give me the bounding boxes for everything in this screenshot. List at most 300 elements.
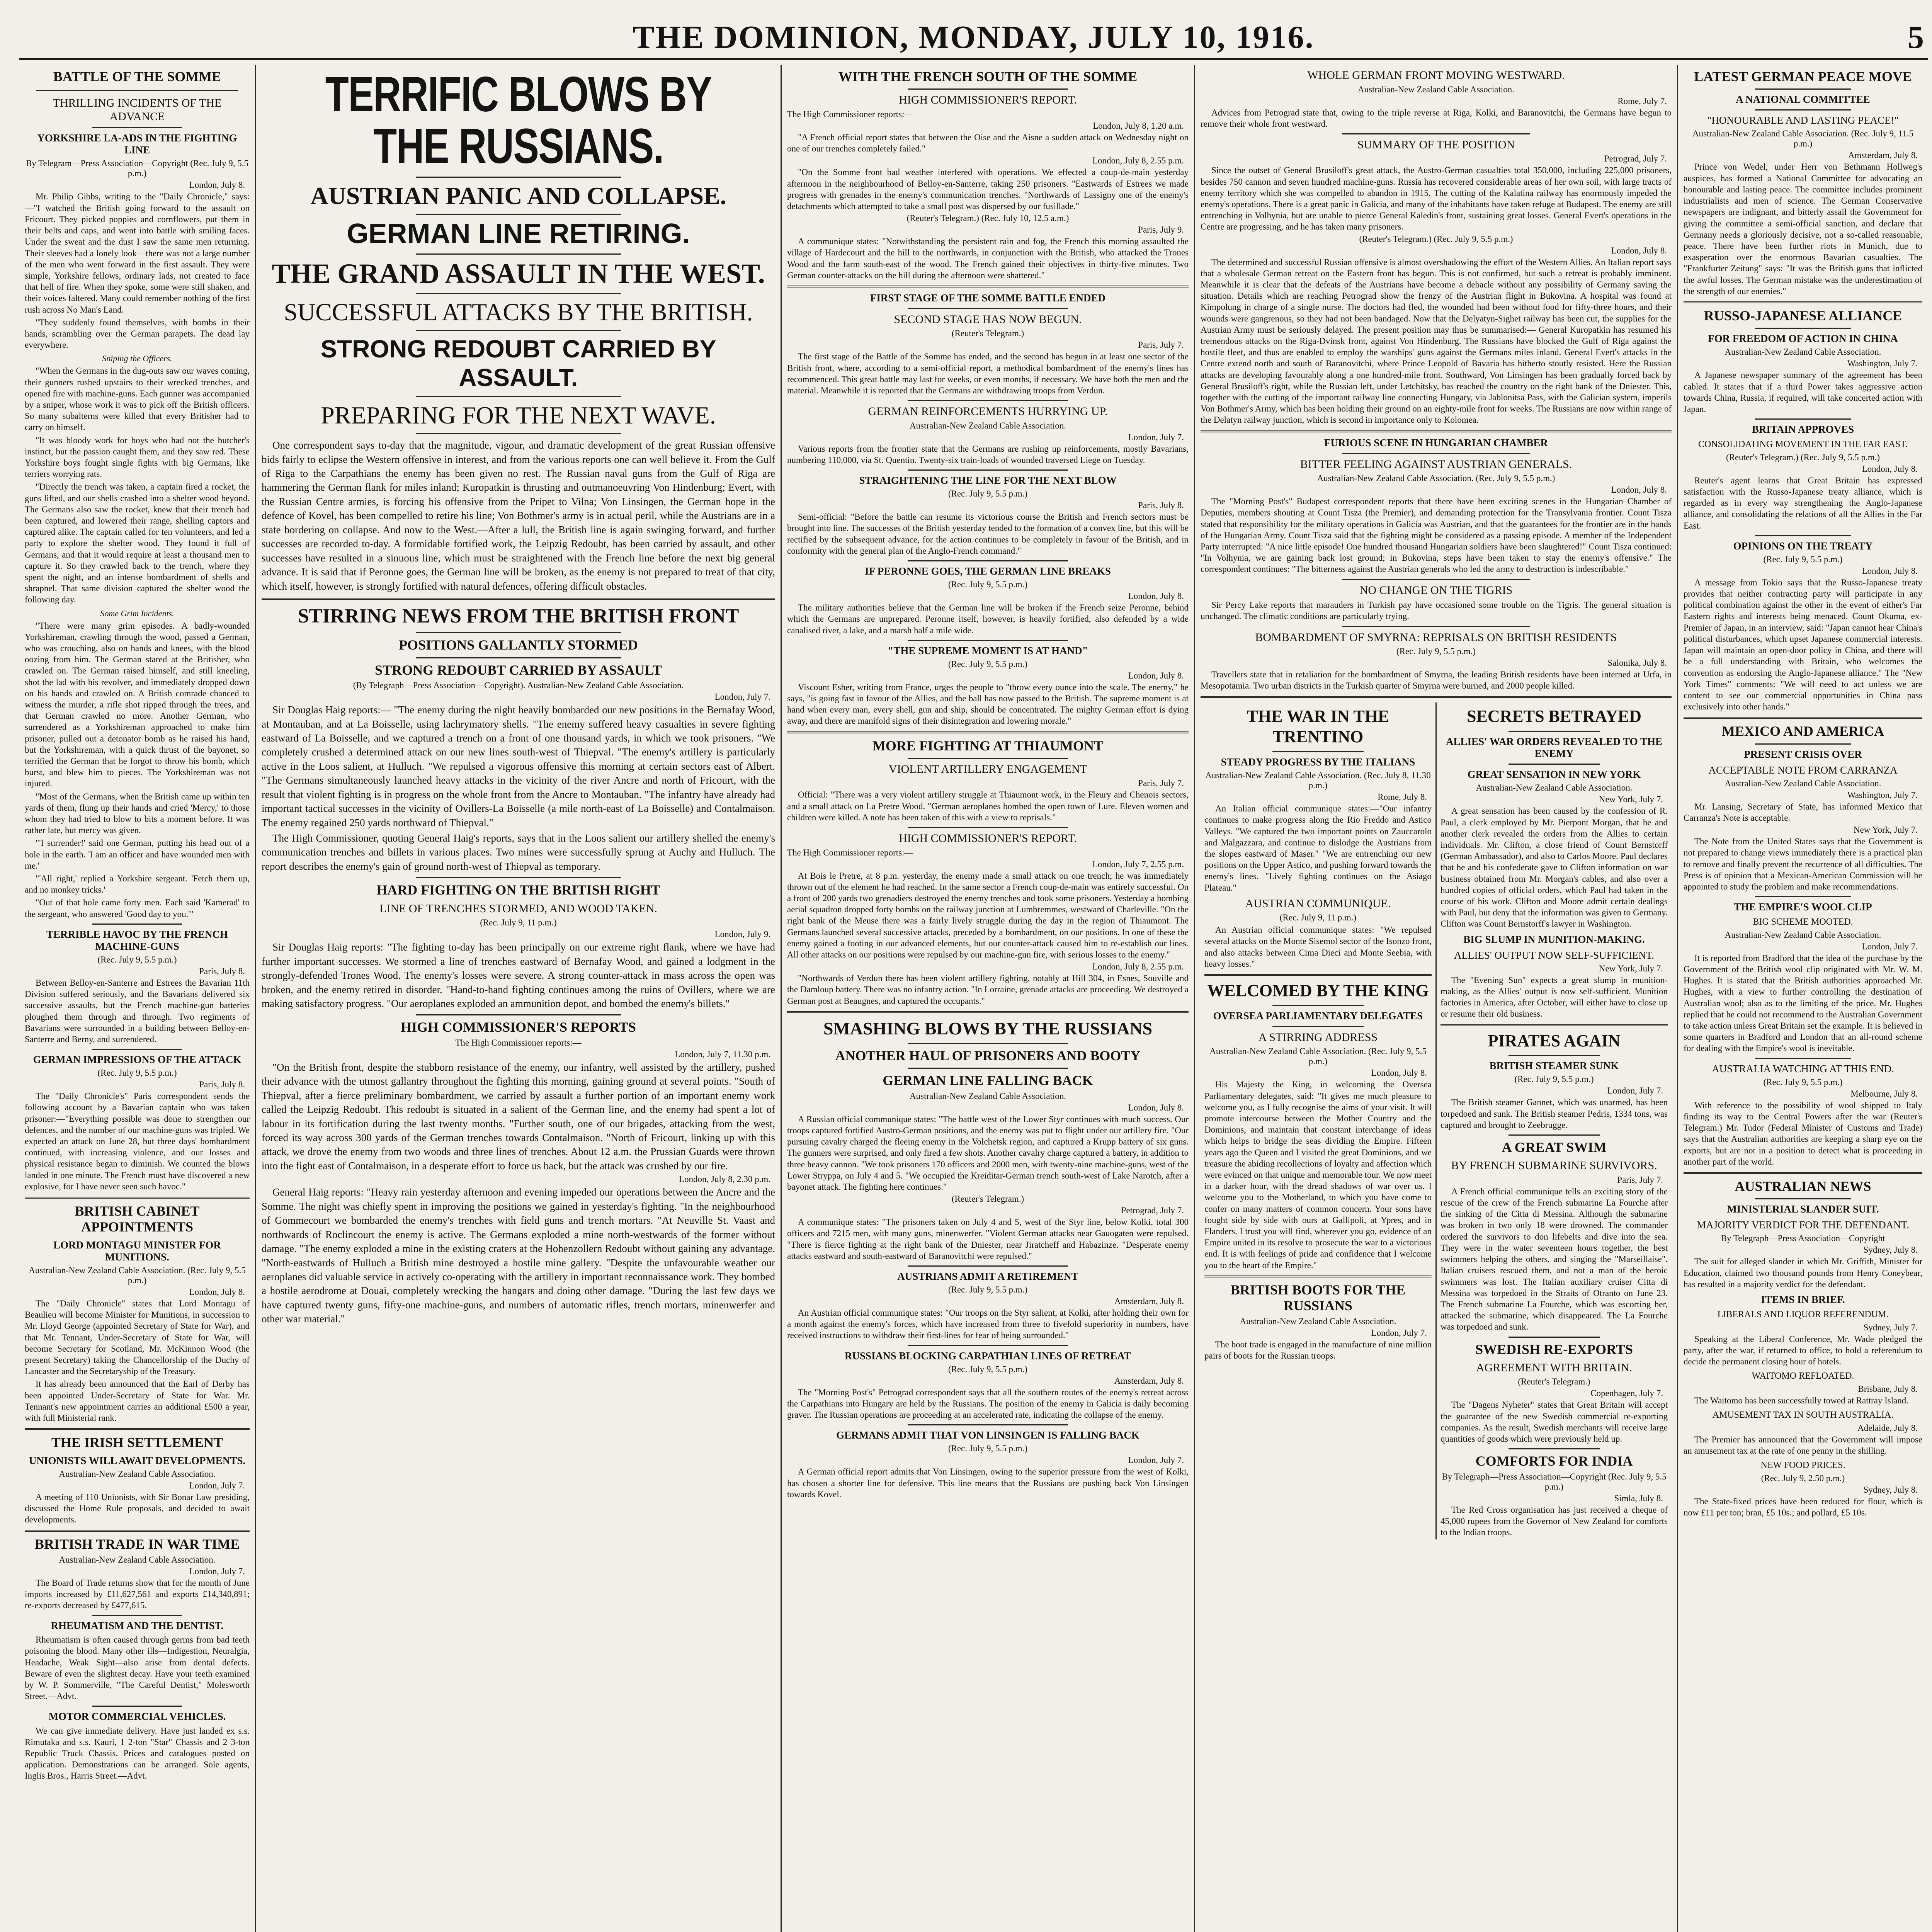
- dateline: Amsterdam, July 8.: [1848, 150, 1918, 160]
- article-paragraph: The "Morning Post's" Budapest correspondent reports that there have been exciting scenes in the Hungarian Chamber of Deputies, members shouting at Count Tisza (the Premier), and demanding protection for the Transylvania frontier. Count Tisza stated that responsibility for the military operations in Galicia was Austrian, and that the guarantees for the frontier are in the hands of the Hungarian Army. Count Tisza said that the fighting might be considered as a passing episode. A member of the Independent Party interrupted: "A nice little episode! One hundred thousand Hungarian soldiers have been slaughtered!" Count Tisza continued: "In Volhynia, we are gaining back lost ground; in Bukovina, steps have been taken to stay the enemy's offensive." The correspondent continues: "The bitterness against the Austrian generals who led the army to destruction is indescribable.": [1201, 497, 1672, 574]
- article-paragraph: The suit for alleged slander in which Mr. Griffith, Minister for Education, claimed two thousand pounds from Henry Coneybear, has resulted in a majority verdict for the defendant.: [1684, 1257, 1922, 1289]
- dateline: Amsterdam, July 8.: [1114, 1376, 1184, 1386]
- column-5: [1677, 65, 1928, 1932]
- article-paragraph: "Directly the trench was taken, a captain fired a rocket, the guns lifted, and our shells crashed into a shelter wood beyond. The Germans also saw the rocket, knew that their trench had been captured, and lowered their range, shelling captors and captured alike. The captain called for ten volunteers, and led a party to explore the shelter wood. They found it full of Germans, and that it would require at least a thousand men to capture it. So they crawled back to the trench, where they spent the night, and an intense bombardment of shells and shrapnel. That same division captured the shelter wood the following day.: [25, 482, 250, 605]
- subheadline: GREAT SENSATION IN NEW YORK: [1467, 769, 1641, 781]
- dateline: London, July 8.: [1128, 1102, 1184, 1112]
- credit-line: (Rec. July 9, 5.5 p.m.): [948, 1364, 1028, 1374]
- divider: [1755, 896, 1850, 897]
- dateline: London, July 7.: [1371, 1328, 1427, 1338]
- headline: AUSTRALIAN NEWS: [1735, 1178, 1871, 1194]
- article-paragraph: Sir Percy Lake reports that marauders in Turkish pay have occasioned some trouble on the Tigris. The general situation is unchanged. The climatic conditions are particularly trying.: [1201, 600, 1672, 621]
- divider: [908, 758, 1068, 759]
- headline: BOMBARDMENT OF SMYRNA: REPRISALS ON BRITISH RESIDENTS: [1255, 631, 1617, 644]
- article-paragraph: "'All right,' replied a Yorkshire sergeant. 'Fetch them up, and no monkey tricks.': [25, 874, 250, 895]
- headline: WELCOMED BY THE KING: [1207, 981, 1429, 1000]
- headline: BRITISH BOOTS FOR THE RUSSIANS: [1230, 1282, 1406, 1314]
- article-paragraph: A German official report admits that Von Linsingen, owing to the superior pressure from the west of Kolki, has chosen a shorter line for defensive. This line means that the Russians are pushing back Von Linsingen towards Kovel.: [787, 1467, 1189, 1499]
- article-paragraph: The Note from the United States says that the Government is not prepared to change views immediately there is a practical plan to remove and finally prevent the recurrence of all difficulties. The Press is of opinion that a Mexican-American Commission will be appointed to study the problem and make recommendations.: [1684, 837, 1922, 892]
- credit-line: (Rec. July 9, 5.5 p.m.): [97, 954, 177, 964]
- article-paragraph: Mr. Lansing, Secretary of State, has informed Mexico that Carranza's Note is acceptable.: [1684, 801, 1922, 823]
- headline-deck: THE GRAND ASSAULT IN THE WEST.: [272, 258, 765, 289]
- article-paragraph: "Out of that hole came forty men. Each said 'Kamerad' to the sergeant, who answered 'Good day to you.'": [25, 898, 250, 919]
- section-subhead: Some Grim Incidents.: [100, 608, 174, 618]
- article-paragraph: The High Commissioner, quoting General Haig's reports, says that in the Loos salient our artillery shelled the enemy's communication trenches and billets in various places. Two mines were successfully sprung at Auchy and Hulluch. The report describes the enemy's gain of ground north-west of Thiepval as temporary.: [262, 832, 775, 872]
- subheadline: "HONOURABLE AND LASTING PEACE!": [1707, 114, 1899, 126]
- article-paragraph: Prince von Wedel, under Herr von Bethmann Hollweg's auspices, has formed a National Committee for advocating an honourable and lasting peace. The committee includes prominent industrialists and men of science. The German Conservative newspapers are indignant, and bitterly assail the Government for giving the committee a semi-official sanction, and declare that Germany needs a gloriously decisive, not a so-called reasonable, peace. There have been further riots in Munich, due to exasperation over the enormous Bavarian casualties. The "Frankfurter Zeitung" says: "It was the British guns that inflicted the awful losses. The German mistake was the underestimation of the strength of our enemies.": [1684, 162, 1922, 296]
- dateline: Washington, July 7.: [1847, 359, 1918, 369]
- credit-line: Australian-New Zealand Cable Association.: [1725, 778, 1881, 788]
- article-paragraph: The "Daily Chronicle" states that Lord Montagu of Beaulieu will become Minister for Munitions, in succession to Mr. Lloyd George (appointed Secretary of State for War), and that Mr. Tennant, Under-Secretary of State for War, will become Secretary for Scotland, Mr. McKinnon Wood (the present Secretary) taking the Chancellorship of the Duchy of Lancaster and the Secretaryship of the Treasury.: [25, 1298, 250, 1376]
- subheadline: LINE OF TRENCHES STORMED, AND WOOD TAKEN.: [379, 902, 657, 915]
- article-paragraph: Sir Douglas Haig reports:— "The enemy during the night heavily bombarded our new positions in the Bernafay Wood, at Montauban, and at La Boisselle, using lachrymatory shells. "The enemy suffered heavy casualties in severe fighting eastward of La Boisselle, and we captured a trench on a front of one thousand yards, in which we took prisoners. "We completely crushed a determined attack on our new lines south-west of Thiepval. "The enemy's artillery is particularly active in the Loos salient, at Hulluch. "We repulsed a vigorous offensive this morning at certain sectors east of Albert. "The Germans simultaneously launched heavy attacks in the vicinity of the river Ancre and north of Fricourt, with the result that violent fighting is in progress on the whole front from the Ancre to Montauban. "The infantry have already had important tactical successes in the vicinity of Ovillers-La Boisselle (a mile north-east of La Boisselle) and Contalmaison. The enemy regained 250 yards northward of Thiepval.": [262, 704, 775, 828]
- headline: THE IRISH SETTLEMENT: [51, 1435, 223, 1451]
- credit-line: By Telegraph—Press Association—Copyright: [1721, 1233, 1885, 1243]
- subheadline: NEW FOOD PRICES.: [1760, 1460, 1845, 1471]
- credit-line: (Rec. July 9, 5.5 p.m.): [1514, 1074, 1594, 1084]
- divider: [908, 1424, 1068, 1425]
- credit-line: (Rec. July 9, 5.5 p.m.): [97, 1068, 177, 1078]
- credit-line: (Reuter's Telegram.) (Rec. July 10, 12.5 a.m.): [906, 213, 1069, 223]
- divider: [416, 433, 621, 434]
- divider: [908, 1265, 1068, 1267]
- divider: [1684, 717, 1922, 719]
- credit-line: Australian-New Zealand Cable Association.: [1476, 783, 1633, 793]
- dateline: New York, July 7.: [1599, 794, 1663, 804]
- credit-line: The High Commissioner reports:—: [455, 1037, 582, 1048]
- divider: [908, 640, 1068, 641]
- article-paragraph: "It was bloody work for boys who had not the butcher's instinct, but the passion caught them, and they saw red. These Yorkshire boys fought single fights with big Germans, like terriers worrying rats.: [25, 435, 250, 479]
- dateline: London, July 7.: [1862, 941, 1918, 951]
- dateline: Rome, July 7.: [1617, 96, 1667, 106]
- dateline: Amsterdam, July 8.: [1114, 1296, 1184, 1306]
- dateline: London, July 8.: [189, 1287, 245, 1297]
- credit-line: (By Telegraph—Press Association—Copyright). Australian-New Zealand Cable Association.: [353, 680, 684, 690]
- dateline: Sydney, July 8.: [1863, 1485, 1918, 1495]
- divider: [92, 1615, 182, 1616]
- article-paragraph: Various reports from the frontier state that the Germans are rushing up reinforcements, mostly Bavarians, numbering 110,000, via St. Quentin. Twenty-six train-loads of wounded traversed Liege on Tuesday.: [787, 444, 1189, 465]
- dateline: Melbourne, July 8.: [1850, 1088, 1918, 1099]
- article-paragraph: The State-fixed prices have been reduced for flour, which is now £11 per ton; bran, £5 10s.; and pollard, £5 10s.: [1684, 1496, 1922, 1517]
- article-paragraph: The first stage of the Battle of the Somme has ended, and the second has begun in at least one sector of the British front, where, according to a semi-official report, a methodical bombardment of the enemy's lines has recommenced. This great battle may last for weeks, or even months, if necessary. We have both the men and the material. Meanwhile it is reported that the Germans are withdrawing troops from Verdun.: [787, 352, 1189, 396]
- dateline: London, July 8, 2.30 p.m.: [679, 1174, 770, 1184]
- credit-line: Australian-New Zealand Cable Association.: [1725, 930, 1881, 940]
- headline: SWEDISH RE-EXPORTS: [1475, 1341, 1633, 1357]
- credit-line: (Rec. July 9, 5.5 p.m.): [948, 1444, 1028, 1454]
- divider: [1509, 1448, 1599, 1449]
- headline: IF PERONNE GOES, THE GERMAN LINE BREAKS: [865, 565, 1111, 577]
- divider: [908, 469, 1068, 471]
- article-paragraph: Semi-official: "Before the battle can resume its victorious course the British and French sectors must be brought into line. The successes of the British yesterday tended to the formation of a convex line, but this will be rectified by the subsequent advance, for the action continues to be completely in favour of the British, and in conformity with the general plan of the Anglo-French command.": [787, 512, 1189, 556]
- advertisement-text: We can give immediate delivery. Have just landed ex s.s. Rimutaka and s.s. Kauri, 1 2-ton "Star" Chassis and 2 3-ton Republic Truck Chassis. Prices and catalogues posted on application. Demonstrations can be arranged. Sole agents, Inglis Bros., Harris Street.—Advt.: [25, 1726, 250, 1781]
- headline-deck: SUCCESSFUL ATTACKS BY THE BRITISH.: [284, 298, 753, 326]
- article-paragraph: "On the Somme front bad weather interfered with operations. We effected a coup-de-main yesterday afternoon in the neighbourhood of Belloy-en-Santerre, taking 250 prisoners. "Eastwards of Estrees we made progress with grenades in the enemy's communication trenches. "Northwards of Lassigny one of the enemy's detachments which attempted to take a small post was dispersed by our fusillade.": [787, 167, 1189, 211]
- advertisement-text: Rheumatism is often caused through germs from bad teeth poisoning the blood. Many other ills—Indigestion, Neuralgia, Headache, Weak Sight—also arise from dental defects. Beware of even the slightest decay. Have your teeth examined by W. P. Sommerville, "The Careful Dentist," Molesworth Street.—Advt.: [25, 1635, 250, 1701]
- divider: [1509, 1337, 1599, 1338]
- headline-deck: STRONG REDOUBT CARRIED BY ASSAULT.: [320, 335, 716, 391]
- dateline: Paris, July 7.: [1617, 1175, 1663, 1185]
- article-paragraph: A message from Tokio says that the Russo-Japanese treaty provides that neither contracting party will participate in any political combination against the other in the event of either's Far Eastern rights and interests being menaced. Count Okuma, ex-Premier of Japan, in an interview, said: "Japan cannot hear China's political disturbances, which upset Japanese commercial interests. Japan will maintain an open-door policy in China, and there will be a full understanding with Britain, who welcomes the convention as endorsing the Anglo-Japanese alliance." The "New York Times" comments: "We will need to act unless we are content to see our commercial opportunities in China pass exclusively into other hands.": [1684, 577, 1922, 712]
- divider: [1755, 418, 1850, 420]
- article-paragraph: "Northwards of Verdun there has been violent artillery fighting, notably at Hill 304, in Esnes, Souville and the Damloup battery. There was no infantry action. "In Lorraine, grenade attacks are proceeding. We destroyed a German post at Beaugnes, and captured the occupants.": [787, 973, 1189, 1006]
- article-paragraph: One correspondent says to-day that the magnitude, vigour, and dramatic development of the great Russian offensive bids fairly to eclipse the Western offensive in interest, and from the various reports one can well believe it. From the Gulf of Riga to the Carpathians the enemy has been given no rest. The Russian naval guns from the Gulf of Riga are hammering the German flank for miles inland; Kuropatkin is thrusting and outmanoeuvring Von Hindenburg; Evert, with the Russian Centre armies, is forcing his offensive from the Pripet to Vilna; Von Linsingen, the German hope in the defence of Kovel, has been compelled to retire his line; Von Bothmer's army is in actual peril, while the Austrians are in a state bordering on collapse. And now to the West.—After a lull, the British line is again swinging forward, and further successes are recorded to-day. A formidable fortified work, the Leipzig Redoubt, has been carried by assault, and other successes have resulted in a sinuous line, which must be straightened with the French line before the next big general advance. It is said that if Peronne goes, the German line will be broken, as the enemy is not prepared to treat of that city, which itself, however, is strongly fortified with natural defences, offering difficult obstacles.: [262, 439, 775, 592]
- dateline: Simla, July 8.: [1614, 1493, 1663, 1503]
- divider: [262, 598, 775, 600]
- dateline: London, July 8.: [1371, 1068, 1427, 1078]
- headline: OPINIONS ON THE TREATY: [1733, 540, 1873, 552]
- article-paragraph: A Japanese newspaper summary of the agreement has been cabled. It states that if a third Power takes aggressive action towards China, Russia, if required, will take concerted action with Japan.: [1684, 370, 1922, 414]
- subheadline: HIGH COMMISSIONER'S REPORT.: [899, 94, 1077, 107]
- credit-line: Australian-New Zealand Cable Association.: [1725, 347, 1881, 357]
- article-paragraph: A French official communique tells an exciting story of the rescue of the crew of the French submarine La Fourche after the sinking of the Citta di Messina. Although the submarine was broken in two only 18 were drowned. The commander ordered the survivors to don lifebelts and dive into the sea. They were in the water seventeen hours together, the best swimmers helping the others, and singing the "Marseillaise". Italian cruisers rescued them, and not a man of the heroic swimmers was lost. The Italian auxiliary cruiser Citta di Messina was torpedoed in the Straits of Otranto on June 23. The French submarine La Fourche, which was escorting her, attacked the submarine, which disappeared. The La Fourche was torpedoed and sunk.: [1440, 1186, 1668, 1332]
- subheadline: AGREEMENT WITH BRITAIN.: [1476, 1361, 1632, 1374]
- subheadline: WAITOMO REFLOATED.: [1752, 1371, 1854, 1381]
- subheadline: CONSOLIDATING MOVEMENT IN THE FAR EAST.: [1698, 439, 1908, 450]
- dateline: London, July 8, 2.55 p.m.: [1092, 962, 1184, 972]
- headline: TERRIBLE HAVOC BY THE FRENCH MACHINE-GUNS: [46, 928, 228, 952]
- divider: [908, 400, 1068, 401]
- divider: [908, 827, 1068, 828]
- headline: THE EMPIRE'S WOOL CLIP: [1734, 901, 1872, 913]
- credit-line: Australian-New Zealand Cable Association. (Rec. July 9, 5.5 p.m.): [29, 1265, 246, 1285]
- credit-line: (Reuter's Telegram.) (Rec. July 9, 5.5 p.m.): [1359, 234, 1513, 244]
- divider: [36, 90, 238, 91]
- headline: A GREAT SWIM: [1502, 1139, 1607, 1155]
- dateline: Salonika, July 8.: [1607, 658, 1667, 668]
- article-paragraph: An Italian official communique states:—"Our infantry continues to make progress along the Rio Freddo and Astico Valleys. "We captured the two important points on Zauccarolo and Malgazzara, and continue to dislodge the Austrians from the slopes eastward of Maser." "We are entrenching our new positions on the Upper Astico, and pushing forward towards the enemy's lines. "Lively fighting continues on the Asiago Plateau.": [1204, 804, 1432, 893]
- article-paragraph: "On the British front, despite the stubborn resistance of the enemy, our infantry, well assisted by the artillery, pushed their advance with the utmost gallantry throughout the fighting this morning, gaining ground at several points. "South of Thiepval, after a fierce preliminary bombardment, we carried by assault a further portion of an important enemy work called the Leipzig Redoubt. This redoubt is situated in a salient of the German line, and the enemy had spent a lot of labour in its fortification during the last twenty months. "Further south, one of our brigades, attacking from the west, forced its way across 300 yards of the German trenches towards Contalmaison. "North of Fricourt, linking up with this attack, we drove the enemy from two woods and three lines of trenches. About 12 a.m. the Prussian Guards were thrown into the fight east of Contalmaison, in a desperate effort to force us back, but the attack was crushed by our fire.: [262, 1061, 775, 1172]
- dateline: Petrograd, July 7.: [1121, 1206, 1184, 1216]
- page-number: 5: [1908, 19, 1924, 55]
- divider: [1272, 751, 1363, 752]
- divider: [416, 293, 621, 294]
- credit-line: Australian-New Zealand Cable Association. (Rec. July 9, 11.5 p.m.): [1692, 129, 1914, 149]
- headline: HIGH COMMISSIONER'S REPORTS: [401, 1019, 636, 1035]
- divider: [416, 657, 621, 658]
- divider: [1684, 1172, 1922, 1174]
- subheadline: UNIONISTS WILL AWAIT DEVELOPMENTS.: [29, 1454, 246, 1466]
- headline-deck: AUSTRIAN PANIC AND COLLAPSE.: [310, 182, 726, 209]
- headline: RHEUMATISM AND THE DENTIST.: [51, 1620, 224, 1632]
- divider: [1204, 1276, 1432, 1277]
- credit-line: (Rec. July 9, 11 p.m.): [1279, 913, 1357, 923]
- article-paragraph: "When the Germans in the dug-outs saw our waves coming, their gunners rushed upstairs to their wrecked trenches, and opened fire with machine-guns. Each gunner was accompanied by a sniper, whose work it was to pick off the British officers. So many subalterns were killed that every Britisher had to carry on himself.: [25, 366, 250, 432]
- article-paragraph: Sir Douglas Haig reports: "The fighting to-day has been principally on our extreme right flank, where we have had further important successes. We stormed a line of trenches eastward of Bernafay Wood, and gained a lodgment in the strongly-defended Trones Wood. The enemy's losses were severe. A strong counter-attack in mass across the open was broken, and the enemy retired in disorder. "Hand-to-hand fighting continues among the ruins of Ovillers, where we are making satisfactory progress. "Our aeroplanes exploded an ammunition depot, and bombed the enemy's billets.": [262, 941, 775, 1009]
- dateline: London, July 7.: [1607, 1086, 1663, 1096]
- dateline: London, July 8.: [1611, 485, 1667, 495]
- headline: STIRRING NEWS FROM THE BRITISH FRONT: [298, 605, 739, 627]
- divider: [25, 1530, 250, 1532]
- divider: [1509, 731, 1599, 732]
- subheadline: HIGH COMMISSIONER'S REPORT.: [899, 832, 1077, 845]
- subheadline: MINISTERIAL SLANDER SUIT.: [1727, 1203, 1879, 1215]
- credit-line: By Telegraph—Press Association—Copyright (Rec. July 9, 5.5 p.m.): [1442, 1471, 1667, 1492]
- subheadline: LIBERALS AND LIQUOR REFERENDUM.: [1717, 1310, 1889, 1320]
- article-paragraph: Since the outset of General Brusiloff's great attack, the Austro-German casualties total 350,000, including 225,000 prisoners, besides 750 cannon and seven hundred machine-guns. Russia has recovered considerable areas of her own soil, with large tracts of enemy territory which she was compelled to abandon in 1915. The cutting of the Kalatina railway has enormously impeded the enemy's operations. There is a great panic in Galicia, and many of the inhabitants have taken refuge at Budapest. The enemy are still entrenching in Volhynia, but are unable to pierce General Kaledin's front, sustaining great losses. General Evert's operations in the Centre are progressing, and he has taken many prisoners.: [1201, 165, 1672, 232]
- divider: [1342, 579, 1531, 580]
- credit-line: Australian-New Zealand Cable Association.: [59, 1469, 216, 1479]
- dateline: London, July 8.: [1128, 591, 1184, 601]
- article-paragraph: "There were many grim episodes. A badly-wounded Yorkshireman, crawling through the wood, passed a German, who was crouching, also on hands and knees, with the blood oozing from him. The German stared at the Britisher, who crawled on. The German raised himself, and still kneeling, shot the lad with his revolver, and immediately dropped down on his hands and crawled on. A British comrade chanced to witness the murder, a rifle shot ripped through the trees, and that German crawled no more. Another German, who surrendered as a Yorkshireman approached to make him prisoner, pulled out a detonator bomb as he raised his hand, but the Yorkshireman, with a quick thrust of the bayonet, so terrified the German that he forgot to throw his bomb, which burst, and blew him to pieces. The Yorkshireman was not injured.: [25, 621, 250, 789]
- subheadline: ANOTHER HAUL OF PRISONERS AND BOOTY: [835, 1048, 1141, 1063]
- headline: WITH THE FRENCH SOUTH OF THE SOMME: [838, 69, 1138, 84]
- dateline: Washington, July 7.: [1847, 790, 1918, 800]
- subheadline: ITEMS IN BRIEF.: [1761, 1294, 1845, 1306]
- dateline: Petrograd, July 7.: [1604, 154, 1667, 164]
- article-paragraph: "They suddenly found themselves, with bombs in their hands, scrambling over the German parapets. The dead lay everywhere.: [25, 317, 250, 350]
- credit-line: (Rec. July 9, 5.5 p.m.): [1396, 646, 1476, 656]
- divider: [416, 177, 621, 178]
- article-paragraph: It has already been announced that the Earl of Derby has been appointed Under-Secretary of State for War. Mr. Tennant's new appointment carries an additional £500 a year, with full Ministerial rank.: [25, 1379, 250, 1423]
- article-paragraph: A communique states: "The prisoners taken on July 4 and 5, west of the Styr line, below Kolki, total 300 officers and 7215 men, with many guns, minenwerfer. "Violent German attacks near Gauogaten were repulsed. "There is fierce fighting at the right bank of the Dniester, near Jiratcheff and Habazinze. "Desperate enemy attacks eastward and south-eastward of Baranovitchi were repulsed.": [787, 1217, 1189, 1261]
- headline: GERMANS ADMIT THAT VON LINSINGEN IS FALLING BACK: [836, 1429, 1139, 1441]
- dateline: London, July 7, 11.30 p.m.: [675, 1049, 770, 1059]
- credit-line: (Rec. July 9, 11 p.m.): [480, 918, 557, 928]
- sub-column-right: [1435, 702, 1672, 1539]
- divider: [1755, 1198, 1850, 1199]
- divider: [908, 560, 1068, 561]
- headline: NO CHANGE ON THE TIGRIS: [1359, 583, 1513, 597]
- subheadline: POSITIONS GALLANTLY STORMED: [399, 637, 638, 653]
- subheadline: ACCEPTABLE NOTE FROM CARRANZA: [1708, 764, 1898, 776]
- article-paragraph: The Board of Trade returns show that for the month of June imports increased by £11,627,561 and exports £14,340,891; re-exports decreased by £477,615.: [25, 1578, 250, 1611]
- dateline: London, July 8.: [1862, 464, 1918, 474]
- divider: [416, 632, 621, 633]
- divider: [92, 1706, 182, 1707]
- article-paragraph: At Bois le Pretre, at 8 p.m. yesterday, the enemy made a small attack on one trench; he was immediately thrown out of the element he had reached. In the same sector a French coup-de-main was entirely successful. On a front of 200 yards two grenadiers destroyed the enemy trenches and took some prisoners. Yesterday a bombing aerial squadron dropped forty bombs on the railway junction at Lumbremmes, westward of Charleville. "On the right bank of the Meuse there was a fairly lively struggle during the day in the region of Thiaumont. The Germans launched several successive attacks, preceded by a bombardment, on our positions. In one of these the enemy gained a footing in our advanced elements, but our counter-attack caused him to re-establish our lines. All other attacks on our positions were repulsed by our machine-gun fire, with serious losses to the enemy.": [787, 871, 1189, 959]
- dateline: London, July 8.: [1611, 245, 1667, 255]
- divider: [92, 1049, 182, 1050]
- divider: [1201, 430, 1672, 432]
- credit-line: (Rec. July 9, 5.5 p.m.): [1763, 1077, 1843, 1087]
- subheadline: THRILLING INCIDENTS OF THE ADVANCE: [53, 97, 222, 123]
- credit-line: (Reuter's Telegram.): [1518, 1377, 1590, 1387]
- divider: [1342, 626, 1531, 627]
- dateline: Paris, July 8.: [199, 1080, 245, 1090]
- dateline: Rome, July 8.: [1378, 792, 1427, 802]
- credit-line: (Reuter's Telegram.): [951, 328, 1024, 338]
- subheadline: ALLIES' OUTPUT NOW SELF-SUFFICIENT.: [1454, 949, 1654, 961]
- dateline: London, July 7, 2.55 p.m.: [1092, 859, 1184, 869]
- dateline: Sydney, July 8.: [1863, 1245, 1918, 1255]
- split-columns: [1201, 702, 1672, 1539]
- divider: [416, 396, 621, 397]
- headline: BRITAIN APPROVES: [1752, 423, 1854, 435]
- credit-line: Australian-New Zealand Cable Association.: [59, 1554, 216, 1565]
- article-paragraph: Speaking at the Liberal Conference, Mr. Wade pledged the party, after the war, if returned to office, to hold a referendum to decide the permanent closing hour of hotels.: [1684, 1334, 1922, 1367]
- divider: [416, 1014, 621, 1015]
- article-paragraph: "A French official report states that between the Oise and the Aisne a sudden attack on Wednesday night on one of our trenches completely failed.": [787, 132, 1189, 154]
- headline: MORE FIGHTING AT THIAUMONT: [872, 738, 1104, 753]
- article-paragraph: Mr. Philip Gibbs, writing to the "Daily Chronicle," says:—"I watched the British going forward to the assault on Fricourt. They picked poppies and cornflowers, put them in their belts and caps, and went into battle with smiling faces. Under the sweat and the dust I saw the same men returning. Their sleeves had a lonely look—there was not a large number of the men who went forward in the first assault. They were simple, Yorkshire fellows, ordinary lads, not created to face that hell of fire. When they spoke, some were still shaken, and their voices faltered. Many could remember nothing of the first rush across No Man's Land.: [25, 192, 250, 315]
- divider: [787, 1011, 1189, 1013]
- headline: BRITISH CABINET APPOINTMENTS: [75, 1203, 200, 1235]
- article-paragraph: An Austrian official communique states: "We repulsed several attacks on the Monte Sisemol sector of the Isonzo front, and also attacks between Cima Dieci and Monte Seebia, with heavy losses.": [1204, 925, 1432, 969]
- credit-line: By Telegram—Press Association—Copyright (Rec. July 9, 5.5 p.m.): [26, 158, 249, 179]
- divider: [1272, 1026, 1363, 1027]
- headline: STRAIGHTENING THE LINE FOR THE NEXT BLOW: [859, 474, 1117, 486]
- divider: [1755, 109, 1850, 111]
- subheadline: BIG SCHEME MOOTED.: [1753, 917, 1853, 927]
- headline: HARD FIGHTING ON THE BRITISH RIGHT: [376, 882, 660, 898]
- divider: [1440, 1024, 1668, 1026]
- headline: MEXICO AND AMERICA: [1721, 723, 1884, 739]
- subheadline: OVERSEA PARLIAMENTARY DELEGATES: [1213, 1010, 1423, 1022]
- divider: [787, 731, 1189, 733]
- headline: FURIOUS SCENE IN HUNGARIAN CHAMBER: [1324, 437, 1548, 449]
- credit-line: (Rec. July 9, 5.5 p.m.): [1763, 554, 1843, 564]
- credit-line: Australian-New Zealand Cable Association. (Rec. July 8, 11.30 p.m.): [1205, 770, 1431, 791]
- article-paragraph: Advices from Petrograd state that, owing to the triple reverse at Riga, Kolki, and Baranovitchi, the Germans have begun to remove their whole front westward.: [1201, 107, 1672, 129]
- headline: BATTLE OF THE SOMME: [53, 69, 221, 84]
- section-subhead: Sniping the Officers.: [102, 354, 172, 364]
- credit-line: (Rec. July 9, 5.5 p.m.): [948, 659, 1028, 669]
- credit-line: (Rec. July 9, 2.50 p.m.): [1761, 1473, 1845, 1483]
- headline: RUSSO-JAPANESE ALLIANCE: [1704, 308, 1902, 323]
- article-paragraph: A great sensation has been caused by the confession of R. Paul, a clerk employed by Mr. Pierpont Morgan, that he and another clerk revealed the orders from the Allies to certain individuals. Mr. Clifton, a close friend of Count Bernstorff (German Ambassador), and also to Carlos Moore. Paul declares that he and his confederate gave to Clifton information on war business obtained from Mr. Morgan's cables, and also over a hundred copies of official orders, which Paul had taken in the course of his work. Clifton and Moore admit certain dealings with Paul, but deny that the information was given to Germany. Clifton was Count Bernstorff's lawyer in Washington.: [1440, 806, 1668, 929]
- divider: [92, 923, 182, 925]
- article-paragraph: General Haig reports: "Heavy rain yesterday afternoon and evening impeded our operations between the Ancre and the Somme. The night was chiefly spent in improving the positions we gained in yesterday's fighting. "In the neighbourhood of Gommecourt we bombarded the enemy's trenches with field guns and trench mortars. "At Neuville St. Vaast and northwards of Roclincourt the enemy is active. The Germans exploded a mine north-westwards of the former without damage. "The enemy exploded a mine in the existing craters at the Hohenzollern Redoubt without gaining any advantage. "North-eastwards of Hulluch a British mine destroyed a hostile mine gallery. "Despite the unfavourable weather our aeroplanes did valuable service in actively co-operating with the artillery in important reconnaissance work. They bombed a hostile aerodrome at Douai, completely wrecking the hangars and doing other damage. "During the last few days we have captured twenty guns, fifty-one machine-guns, and numbers of automatic rifles, trench mortars, minenwerfer and other war material.": [262, 1186, 775, 1325]
- divider: [1342, 453, 1531, 454]
- article-paragraph: An Austrian official communique states: "Our troops on the Styr salient, at Kolki, after holding their own for a month against the enemy's forces, which have increased from three to fivefold superiority in numbers, have received instructions to withdraw their first-lines for fear of being surrounded.": [787, 1308, 1189, 1340]
- divider: [1509, 1055, 1599, 1056]
- divider: [416, 253, 621, 255]
- dateline: London, July 9.: [714, 929, 770, 939]
- headline: RUSSIANS BLOCKING CARPATHIAN LINES OF RETREAT: [845, 1350, 1131, 1362]
- dateline: London, July 8.: [189, 180, 245, 190]
- column-4: [1194, 65, 1677, 1932]
- headline-deck: GERMAN LINE RETIRING.: [347, 218, 690, 250]
- article-paragraph: The "Evening Sun" expects a great slump in munition-making, as the Allies' output is now self-sufficient. Munition factories in America, after October, will either have to close up or resume their old business.: [1440, 975, 1668, 1019]
- article-paragraph: With reference to the possibility of wool shipped to Italy finding its way to the Central Powers after the war (Reuter's Telegram.) Mr. Tudor (Federal Minister of Customs and Trade) says that the Australian authorities are keeping a sharp eye on the exports, but are not in a position to detect what is proceeding in another part of the world.: [1684, 1100, 1922, 1167]
- article-paragraph: A meeting of 110 Unionists, with Sir Bonar Law presiding, discussed the Home Rule proposals, and decided to await developments.: [25, 1492, 250, 1525]
- article-paragraph: The Waitomo has been successfully towed at Rattray Island.: [1694, 1395, 1909, 1405]
- divider: [908, 88, 1068, 90]
- article-paragraph: A communique states: "Notwithstanding the persistent rain and fog, the French this morning assaulted the village of Hardecourt and the hill to the northwards, in conjunction with the British, who attacked the Trones Wood and the farm south-east of the wood. The French gained their objectives in thirty-five minutes. Two German counter-attacks on the hill during the afternoon were shattered.": [787, 236, 1189, 280]
- headline: SUMMARY OF THE POSITION: [1357, 138, 1515, 151]
- dateline: Paris, July 7.: [1138, 778, 1184, 788]
- divider: [1755, 743, 1850, 745]
- credit-line: (Reuter's Telegram.) (Rec. July 9, 5.5 p.m.): [1726, 452, 1880, 462]
- divider: [908, 1345, 1068, 1346]
- divider: [25, 1428, 250, 1430]
- article-paragraph: "Most of the Germans, when the British came up within ten yards of them, flung up their hands and cried 'Mercy,' to those whom they had tried to blow to bits a moment before. It was rather late, but mercy was given.: [25, 791, 250, 835]
- article-paragraph: The Premier has announced that the Government will impose an amusement tax at the rate of one penny in the shilling.: [1684, 1434, 1922, 1456]
- newspaper-page: [19, 15, 1928, 1932]
- article-paragraph: It is reported from Bradford that the idea of the purchase by the Government of the British wool clip originated with Mr. W. M. Hughes. It is stated that the British authorities approached Mr. Hughes, with a view to further controlling the destination of Australian wool; also as to the limiting of the price. Mr. Hughes replied that he could not recommend to the Australian Government to take action unless Great Britain set the example. It is believed in some quarters in Bradford and London that an all-round scheme for dealing with the Empire's wool is inevitable.: [1684, 953, 1922, 1053]
- headline: FIRST STAGE OF THE SOMME BATTLE ENDED: [870, 292, 1106, 304]
- divider: [1509, 1134, 1599, 1136]
- subheadline: BITTER FEELING AGAINST AUSTRIAN GENERALS.: [1300, 457, 1572, 471]
- headline-deck: PREPARING FOR THE NEXT WAVE.: [321, 401, 716, 429]
- headline: AUSTRALIA WATCHING AT THIS END.: [1712, 1063, 1894, 1075]
- credit-line: Australian-New Zealand Cable Association.: [1358, 84, 1514, 94]
- dateline: Paris, July 9.: [1138, 225, 1184, 235]
- divider: [1204, 974, 1432, 976]
- article-paragraph: The Red Cross organisation has just received a cheque of 45,000 rupees from the Governor of New Zealand for comforts to the Indian troops.: [1440, 1505, 1668, 1537]
- subheadline: GERMAN LINE FALLING BACK: [883, 1073, 1093, 1088]
- dateline: Paris, July 7.: [1138, 340, 1184, 350]
- subheadline: A STIRRING ADDRESS: [1258, 1031, 1378, 1044]
- headline: SECRETS BETRAYED: [1467, 707, 1641, 726]
- subheadline: STEADY PROGRESS BY THE ITALIANS: [1221, 756, 1415, 768]
- divider: [1755, 88, 1850, 90]
- dateline: London, July 8.: [1128, 670, 1184, 680]
- subheadline: MAJORITY VERDICT FOR THE DEFENDANT.: [1697, 1219, 1909, 1231]
- article-paragraph: The "Dagens Nyheter" states that Great Britain will accept the guarantee of the new Swedish commercial re-exporting companies. As the result, Swedish merchants will receive large quantities of goods which were previously held up.: [1440, 1400, 1668, 1444]
- article-paragraph: Between Belloy-en-Santerre and Estrees the Bavarian 11th Division suffered seriously, and the Bavarians delivered six successive assaults, but the French machine-gun batteries ploughed them through and through. Two regiments of Bavarians were surrounded in a building between Belloy-en-Santerre and Berny, and surrendered.: [25, 978, 250, 1044]
- masthead-title: THE DOMINION, MONDAY, JULY 10, 1916.: [633, 19, 1315, 55]
- credit-line: (Rec. July 9, 5.5 p.m.): [948, 489, 1028, 499]
- credit-line: Australian-New Zealand Cable Association.: [910, 1091, 1066, 1101]
- dateline: Sydney, July 7.: [1863, 1322, 1918, 1332]
- article-paragraph: Reuter's agent learns that Great Britain has expressed satisfaction with the Russo-Japanese treaty alliance, which is regarded as in every way strengthening the Anglo-Japanese alliance, and consolidating the relations of all the Allies in the Far East.: [1684, 475, 1922, 531]
- credit-line: Australian-New Zealand Cable Association. (Rec. July 9, 5.5 p.m.): [1317, 473, 1555, 483]
- article-paragraph: The determined and successful Russian offensive is almost overshadowing the effort of the Western Allies. An Italian report says that a wholesale German retreat on the Eastern front has begun. This is not confirmed, but such a retreat is probably imminent. Meanwhile it is clear that the defeats of the Austrians have become a debacle without any possibility of Germany saving the situation. Details which are reaching Petrograd show the frenzy of the Austrian flight in Bukovina. A hospital was found at Kimpolung in charge of a single nurse. The doctors had fled, the wounded had been without food for fifty-three hours, and their wounds were gangrenous, so they had not been bandaged. Now that the Delyatyn-Sighet railway has been cut, the supplies for the Austrian Army must be seriously delayed. The present position may thus be summarised:— General Kuropatkin has resumed his tremendous attacks on the Riga-Dvinsk front, against Von Hindenburg. The Russians have blocked the Gulf of Riga against the hostile fleet, and thus are enabled to employ the warships' guns against the Germans miles inland. General Evert's attacks in the Centre extend north and south of Baranovitchi, where Prince Leopold of Bavaria has hitherto stoutly resisted. Here the Russian attacks are developing favourably along a one hundred-mile front. Southward, Von Linsingen has been gradually forced back by General Brusiloff's right, while the Russian left, under Letchitsky, has reached the country on the right bank of the Dniester. This, together with the cutting of the important railway line connecting Hungary, via Jablonitsa Pass, with the Galician system, imperils Von Bothmer's Army, which has been holding their ground on an eighty-mile front for weeks. The Russians are now within range of the Delatyn railway junction, which is second in importance only to Kolomea.: [1201, 257, 1672, 425]
- divider: [908, 1043, 1068, 1044]
- divider: [416, 330, 621, 331]
- credit-line: Australian-New Zealand Cable Association. (Rec. July 9, 5.5 p.m.): [1209, 1046, 1427, 1066]
- divider: [1684, 301, 1922, 303]
- subheadline: YORKSHIRE LA-ADS IN THE FIGHTING LINE: [37, 132, 237, 156]
- divider: [1201, 696, 1672, 698]
- article-paragraph: The "Daily Chronicle's" Paris correspondent sends the following account by a Bavarian captain who was taken prisoner:—"Everything possible was done to strengthen our defences, and the number of our machine-guns was tripled. We expected an attack on June 28, but three days' bombardment continued, with increasing violence, and our losses and physical resistance began to diminish. We counted the blows landed in one minute. The French must have discovered a new explosive, for I have never seen such havoc.": [25, 1091, 250, 1191]
- dateline: Brisbane, July 8.: [1858, 1384, 1918, 1394]
- divider: [1342, 133, 1531, 134]
- dateline: London, July 7.: [189, 1480, 245, 1490]
- divider: [787, 286, 1189, 287]
- article-paragraph: The British steamer Gannet, which was unarmed, has been torpedoed and sunk. The British steamer Pedris, 1334 tons, was captured and brought to Zeebrugge.: [1440, 1097, 1668, 1130]
- credit-line: Australian-New Zealand Cable Association.: [1240, 1316, 1396, 1326]
- sub-column-left: [1201, 702, 1435, 1539]
- dateline: London, July 7.: [1128, 432, 1184, 442]
- headline: WHOLE GERMAN FRONT MOVING WESTWARD.: [1307, 69, 1565, 82]
- divider: [1272, 1005, 1363, 1006]
- dateline: London, July 8.: [1862, 566, 1918, 576]
- article-paragraph: Viscount Esher, writing from France, urges the people to "throw every ounce into the scale. The enemy," he says, "is going fast in favour of the Allies, and the ball has now passed to the British. The supreme moment is at hand when every man, every shell, gun and ship, should be concentrated. The mighty German effort is dying away, and there are manifold signs of their disintegration and lowering morale.": [787, 682, 1189, 726]
- headline: GERMAN IMPRESSIONS OF THE ATTACK: [33, 1054, 242, 1066]
- subheadline: ALLIES' WAR ORDERS REVEALED TO THE ENEMY: [1446, 736, 1662, 760]
- headline: BRITISH TRADE IN WAR TIME: [34, 1536, 240, 1552]
- dateline: London, July 7.: [714, 692, 770, 702]
- dateline: London, July 8, 2.55 p.m.: [1092, 156, 1184, 166]
- subheadline: FOR FREEDOM OF ACTION IN CHINA: [1708, 333, 1898, 345]
- main-headline: TERRIFIC BLOWS BY THE RUSSIANS.: [325, 67, 712, 174]
- headline: "THE SUPREME MOMENT IS AT HAND": [888, 645, 1088, 656]
- dateline: Copenhagen, July 7.: [1590, 1388, 1663, 1398]
- dateline: New York, July 7.: [1853, 825, 1918, 835]
- subheadline: SECOND STAGE HAS NOW BEGUN.: [894, 313, 1082, 326]
- columns: [19, 65, 1928, 1932]
- article-paragraph: The "Morning Post's" Petrograd correspondent says that all the southern routes of the enemy's retreat across the Carpathians into Hungary are held by the Russians. The position of the enemy in Galicia is daily becoming graver. The Russian operations are proceeding at an accelerated rate, indicating the collapse of the enemy.: [787, 1387, 1189, 1420]
- masthead: [19, 15, 1928, 60]
- dateline: London, July 8, 1.20 a.m.: [1093, 121, 1184, 131]
- column-1: [19, 65, 255, 1932]
- article-paragraph: His Majesty the King, in welcoming the Oversea Parliamentary delegates, said: "It gives me much pleasure to welcome you, as I fully recognise the aims of your visit. It will promote intercourse between the Mother Country and the Dominions, and maintain that constant interchange of ideas which helps to bridge the seas dividing the Empire. Fifteen years ago the Queen and I visited the great Dominions, and we treasure the abiding recollections of loyalty and affection which were evinced on that unique and memorable tour. We now meet in a darker hour, with the dread shadows of war over us. I welcome you to the Motherland, to which you have come to confer on many matters of common concern. Your sons have fought side by side with ours at Gallipoli, at Ypres, and in Flanders. I trust you will find, wherever you go, evidence of an Empire united in its resolve to prosecute the war to a victorious end. It is with feelings of pride and confidence that I welcome you to the heart of the Empire.": [1204, 1080, 1432, 1270]
- dateline: London, July 7.: [189, 1566, 245, 1576]
- credit-line: Australian-New Zealand Cable Association.: [910, 420, 1066, 430]
- headline: PIRATES AGAIN: [1488, 1031, 1621, 1050]
- credit-line: (Rec. July 9, 5.5 p.m.): [948, 580, 1028, 590]
- divider: [908, 308, 1068, 309]
- divider: [1509, 764, 1599, 765]
- dateline: Paris, July 8.: [199, 966, 245, 976]
- subheadline: BY FRENCH SUBMARINE SURVIVORS.: [1451, 1159, 1657, 1172]
- credit-line: (Reuter's Telegram.): [951, 1194, 1024, 1204]
- subheadline: A NATIONAL COMMITTEE: [1736, 94, 1870, 105]
- article-paragraph: A Russian official communique states: "The battle west of the Lower Styr continues with much success. Our troops captured fortified Austro-German positions, and the enemy was put to flight under our artillery fire. "Our pursuing cavalry charged the fleeing enemy in the Volchetsk region, and captured a Krupp battery of six guns. The gunners were surprised, and only fired a few shots. Another cavalry charge captured a battery, in addition to three heavy cannon. "We took prisoners 170 officers and 2000 men, with twenty-nine machine-guns, west of the Lower Stryppa, on July 4 and 5. "We occupied the Kreiditar-German trench south-west of Lake Narotch, after a bayonet attack. The fighting here continues.": [787, 1114, 1189, 1192]
- dateline: Adelaide, July 8.: [1857, 1423, 1918, 1433]
